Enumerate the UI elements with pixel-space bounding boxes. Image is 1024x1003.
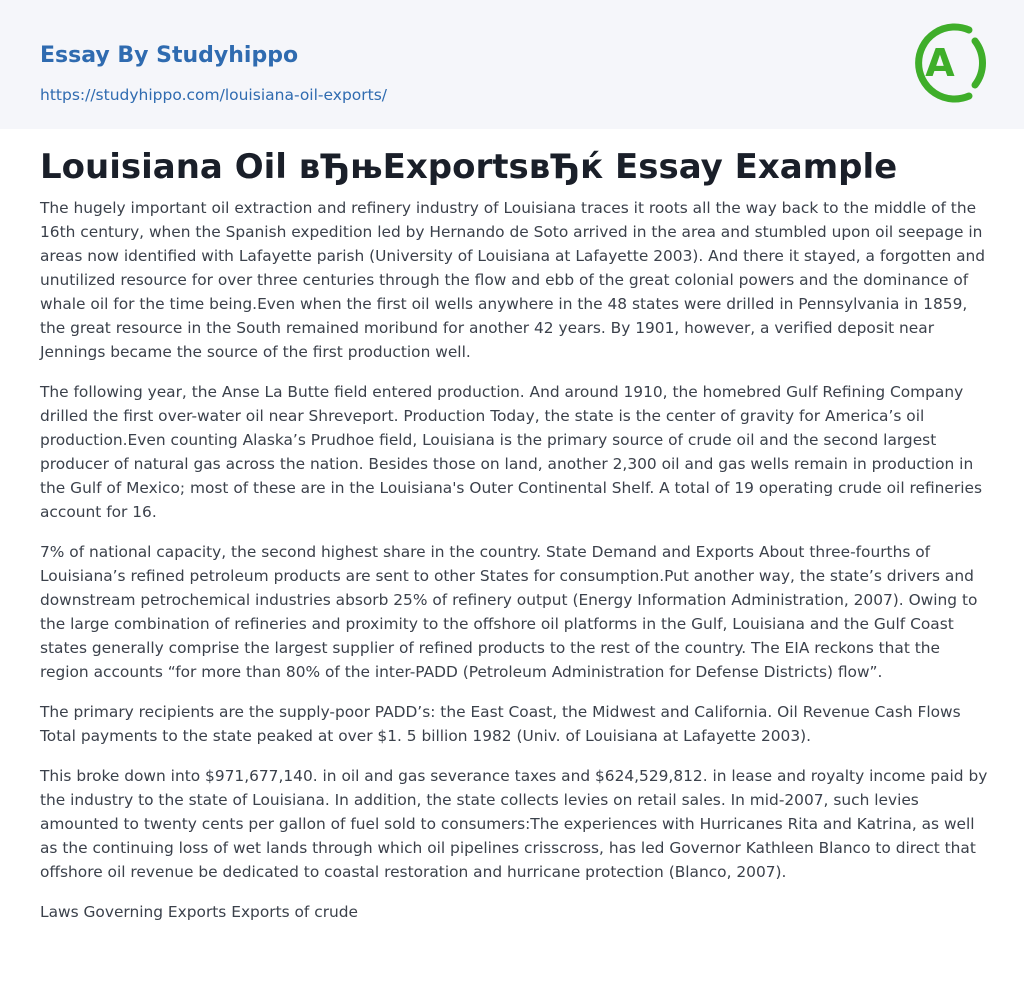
logo-ring-right xyxy=(975,41,983,85)
article-paragraph: 7% of national capacity, the second highest share in the country. State Demand and Exports About three-fourths of Louisiana’s refined petroleum products are sent to other States for consumption.Put another way, the state’s drivers and downstream petrochemical industries absorb 25% of refinery output (Energy Information Administration, 2007). Owing to the large combination of refineries and proximity to the offshore oil platforms in the Gulf, Louisiana and the Gulf Coast states generally comprise the largest supplier of refined products to the rest of the country. The EIA reckons that the region accounts “for more than 80% of the inter-PADD (Petroleum Administration for Defense Districts) flow”. xyxy=(40,543,978,681)
article-paragraph: The primary recipients are the supply-poor PADD’s: the East Coast, the Midwest and California. Oil Revenue Cash Flows Total payments to the state peaked at over $1. 5 billion 1982 (Univ. of Louisiana at Lafayette 2003). xyxy=(40,703,961,745)
article-paragraph: This broke down into $971,677,140. in oil and gas severance taxes and $624,529,812. in lease and royalty income paid by the industry to the state of Louisiana. In addition, the state collects levies on retail sales. In mid-2007, such levies amounted to twenty cents per gallon of fuel sold to consumers:The experiences with Hurricanes Rita and Katrina, as well as the continuing loss of wet lands through which oil pipelines crisscross, has led Governor Kathleen Blanco to direct that offshore oil revenue be dedicated to coastal restoration and hurricane protection (Blanco, 2007). xyxy=(40,767,988,881)
article-paragraph: The following year, the Anse La Butte field entered production. And around 1910, the homebred Gulf Refining Company drilled the first over-water oil near Shreveport. Production Today, the state is the center of gravity for America’s oil production.Even counting Alaska’s Prudhoe field, Louisiana is the primary source of crude oil and the second largest producer of natural gas across the nation. Besides those on land, another 2,300 oil and gas wells remain in production in the Gulf of Mexico; most of these are in the Louisiana's Outer Continental Shelf. A total of 19 operating crude oil refineries account for 16. xyxy=(40,383,982,521)
logo-letter: A xyxy=(925,41,955,85)
site-title[interactable]: Essay By Studyhippo xyxy=(40,43,299,68)
article-content xyxy=(40,142,990,940)
article-paragraph: Laws Governing Exports Exports of crude xyxy=(40,903,359,921)
page-url-link[interactable]: https://studyhippo.com/louisiana-oil-exports/ xyxy=(40,86,388,104)
site-header xyxy=(0,0,1024,129)
studyhippo-logo-icon[interactable] xyxy=(912,19,988,107)
page-title: Louisiana Oil вЂњExportsвЂќ Essay Example xyxy=(40,147,898,187)
article-paragraph: The hugely important oil extraction and refinery industry of Louisiana traces it roots all the way back to the middle of the 16th century, when the Spanish expedition led by Hernando de Soto arrived in the area and stumbled upon oil seepage in areas now identified with Lafayette parish (University of Louisiana at Lafayette 2003). And there it stayed, a forgotten and unutilized resource for over three centuries through the flow and ebb of the great colonial powers and the dominance of whale oil for the time being.Even when the first oil wells anywhere in the 48 states were drilled in Pennsylvania in 1859, the great resource in the South remained moribund for another 42 years. By 1901, however, a verified deposit near Jennings became the source of the first production well. xyxy=(40,199,986,361)
